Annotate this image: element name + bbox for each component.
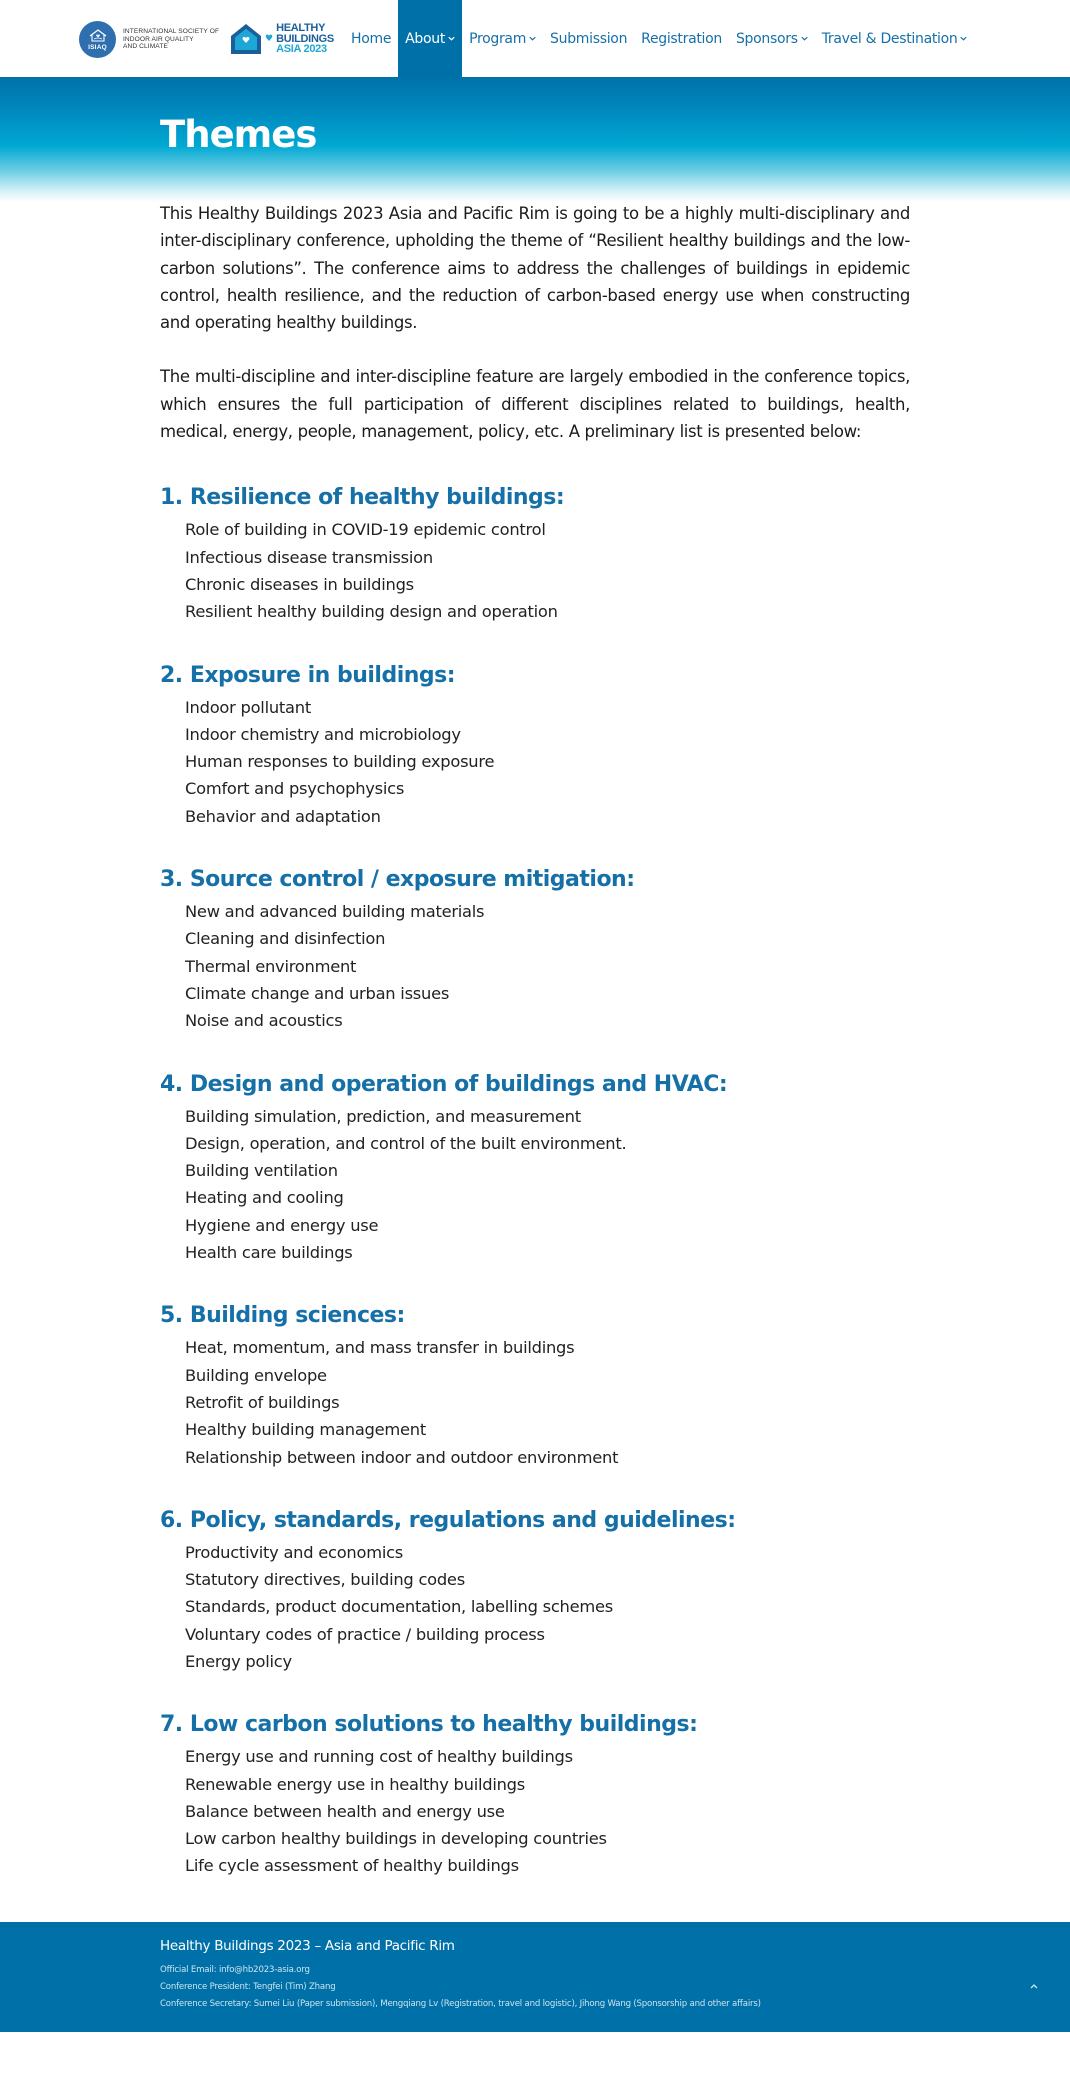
theme-section <box>160 1710 910 1879</box>
theme-topics <box>160 1743 910 1879</box>
theme-section <box>160 865 910 1034</box>
theme-section <box>160 661 910 830</box>
topic-item: Building envelope <box>185 1365 327 1385</box>
chevron-down-icon <box>529 35 536 42</box>
nav-about[interactable] <box>398 0 462 77</box>
topic-item: Productivity and economics <box>185 1542 404 1562</box>
wordmark-line: HEALTHY <box>276 22 326 35</box>
nav-program[interactable] <box>462 0 543 77</box>
nav-sponsors[interactable] <box>729 0 815 77</box>
wordmark-line: ASIA 2023 <box>276 43 327 56</box>
topic-item: Standards, product documentation, labelling schemes <box>185 1597 613 1617</box>
isiaq-name-line: INDOOR AIR QUALITY <box>123 35 194 43</box>
topic-item: Climate change and urban issues <box>185 983 450 1003</box>
topic-item: Infectious disease transmission <box>185 547 433 567</box>
theme-title: 4. Design and operation of buildings and HVAC: <box>160 1071 728 1097</box>
nav-label: Submission <box>550 30 628 47</box>
theme-topics <box>160 1334 910 1470</box>
topic-item: Life cycle assessment of healthy buildings <box>185 1856 519 1876</box>
nav-label: Travel & Destination <box>821 30 958 47</box>
topic-item: Retrofit of buildings <box>185 1392 340 1412</box>
isiaq-emblem-icon <box>79 21 116 58</box>
topic-item: Low carbon healthy buildings in developing countries <box>185 1829 607 1849</box>
nav-submission[interactable] <box>543 0 634 77</box>
topic-item: Heat, momentum, and mass transfer in buildings <box>185 1338 575 1358</box>
topic-item: Comfort and psychophysics <box>185 779 405 799</box>
topic-item: Health care buildings <box>185 1243 353 1263</box>
footer-president: Conference President: Tengfei (Tim) Zhang <box>160 1981 336 1992</box>
intro-paragraph: This Healthy Buildings 2023 Asia and Pacific Rim is going to be a highly multi-disciplinary and inter-disciplinary conference, upholding the theme of “Resilient healthy buildings and the low-carbon solutions”. The conference aims to address the challenges of buildings in epidemic control, health resilience, and the reduction of carbon-based energy use when constructing and operating healthy buildings. <box>160 204 910 333</box>
topic-item: Hygiene and energy use <box>185 1215 379 1235</box>
theme-title: 1. Resilience of healthy buildings: <box>160 485 565 511</box>
topic-item: Heating and cooling <box>185 1188 344 1208</box>
house-heart-icon <box>229 22 263 56</box>
topic-item: Balance between health and energy use <box>185 1801 505 1821</box>
isiaq-name-line: INTERNATIONAL SOCIETY OF <box>123 28 220 36</box>
topic-item: Noise and acoustics <box>185 1011 343 1031</box>
chevron-down-icon <box>960 35 967 42</box>
theme-title: 6. Policy, standards, regulations and guidelines: <box>160 1507 736 1533</box>
topic-item: Building ventilation <box>185 1161 338 1181</box>
topic-item: Cleaning and disinfection <box>185 929 386 949</box>
topic-item: Human responses to building exposure <box>185 752 495 772</box>
topic-item: Energy policy <box>185 1651 292 1671</box>
back-to-top-button[interactable] <box>1028 1982 1040 1992</box>
topic-item: Thermal environment <box>185 956 357 976</box>
footer-email: Official Email: info@hb2023-asia.org <box>160 1964 310 1975</box>
healthy-buildings-logo[interactable] <box>229 22 334 56</box>
nav-home[interactable] <box>344 0 398 77</box>
nav-label: Home <box>351 30 392 47</box>
chevron-down-icon <box>801 35 808 42</box>
theme-title: 2. Exposure in buildings: <box>160 662 456 688</box>
healthy-buildings-wordmark <box>276 23 334 55</box>
topic-item: Building simulation, prediction, and measurement <box>185 1106 581 1126</box>
topic-item: Indoor pollutant <box>185 697 311 717</box>
isiaq-abbr: ISIAQ <box>88 43 107 51</box>
footer-title: Healthy Buildings 2023 – Asia and Pacific Rim <box>160 1937 455 1954</box>
theme-topics <box>160 1539 910 1675</box>
topic-item: Design, operation, and control of the built environment. <box>185 1133 627 1153</box>
topic-item: Renewable energy use in healthy buildings <box>185 1774 525 1794</box>
topic-item: Energy use and running cost of healthy buildings <box>185 1747 573 1767</box>
isiaq-name-line: AND CLIMATE <box>123 43 168 51</box>
main-nav <box>344 0 974 77</box>
chevron-down-icon <box>448 35 455 42</box>
topic-item: Voluntary codes of practice / building process <box>185 1624 545 1644</box>
theme-section <box>160 1301 910 1470</box>
topic-item: Chronic diseases in buildings <box>185 574 414 594</box>
theme-topics <box>160 694 910 830</box>
nav-label: Program <box>469 30 527 47</box>
site-header <box>0 0 1070 77</box>
topic-item: Healthy building management <box>185 1420 426 1440</box>
nav-label: About <box>405 30 446 47</box>
theme-section <box>160 483 910 625</box>
themes-list <box>160 483 910 1879</box>
theme-topics <box>160 898 910 1034</box>
theme-title: 7. Low carbon solutions to healthy buildings: <box>160 1712 698 1738</box>
theme-title: 5. Building sciences: <box>160 1303 405 1329</box>
nav-label: Sponsors <box>735 30 798 47</box>
intro <box>160 200 910 445</box>
topic-item: Statutory directives, building codes <box>185 1570 465 1590</box>
nav-label: Registration <box>641 30 722 47</box>
theme-section <box>160 1506 910 1675</box>
page-title: Themes <box>160 113 317 156</box>
isiaq-logo[interactable] <box>79 21 219 58</box>
theme-topics <box>160 516 910 625</box>
footer-secretary: Conference Secretary: Sumei Liu (Paper submission), Mengqiang Lv (Registration, travel and logistic), Jihong Wang (Sponsorship and other affairs) <box>160 1998 761 2009</box>
topic-item: Relationship between indoor and outdoor environment <box>185 1447 619 1467</box>
nav-registration[interactable] <box>634 0 729 77</box>
theme-section <box>160 1070 910 1267</box>
wordmark-line: BUILDINGS <box>276 32 334 45</box>
heart-icon: ♥ <box>265 33 274 44</box>
theme-topics <box>160 1103 910 1267</box>
topic-item: Role of building in COVID-19 epidemic control <box>185 520 546 540</box>
main-content <box>160 200 910 1880</box>
intro-paragraph: The multi-discipline and inter-discipline feature are largely embodied in the conference topics, which ensures the full participation of different disciplines related to buildings, health, medical, energy, people, management, policy, etc. A preliminary list is presented below: <box>160 367 910 442</box>
isiaq-name <box>123 28 219 51</box>
topic-item: Resilient healthy building design and operation <box>185 602 558 622</box>
topic-item: Behavior and adaptation <box>185 806 381 826</box>
topic-item: Indoor chemistry and microbiology <box>185 724 461 744</box>
nav-travel-destination[interactable] <box>815 0 975 77</box>
footer-content <box>160 1938 761 2009</box>
chevron-up-icon <box>1030 1983 1038 1989</box>
theme-title: 3. Source control / exposure mitigation: <box>160 867 635 893</box>
topic-item: New and advanced building materials <box>185 902 485 922</box>
site-footer <box>0 1922 1070 2032</box>
page-banner <box>0 77 1070 202</box>
